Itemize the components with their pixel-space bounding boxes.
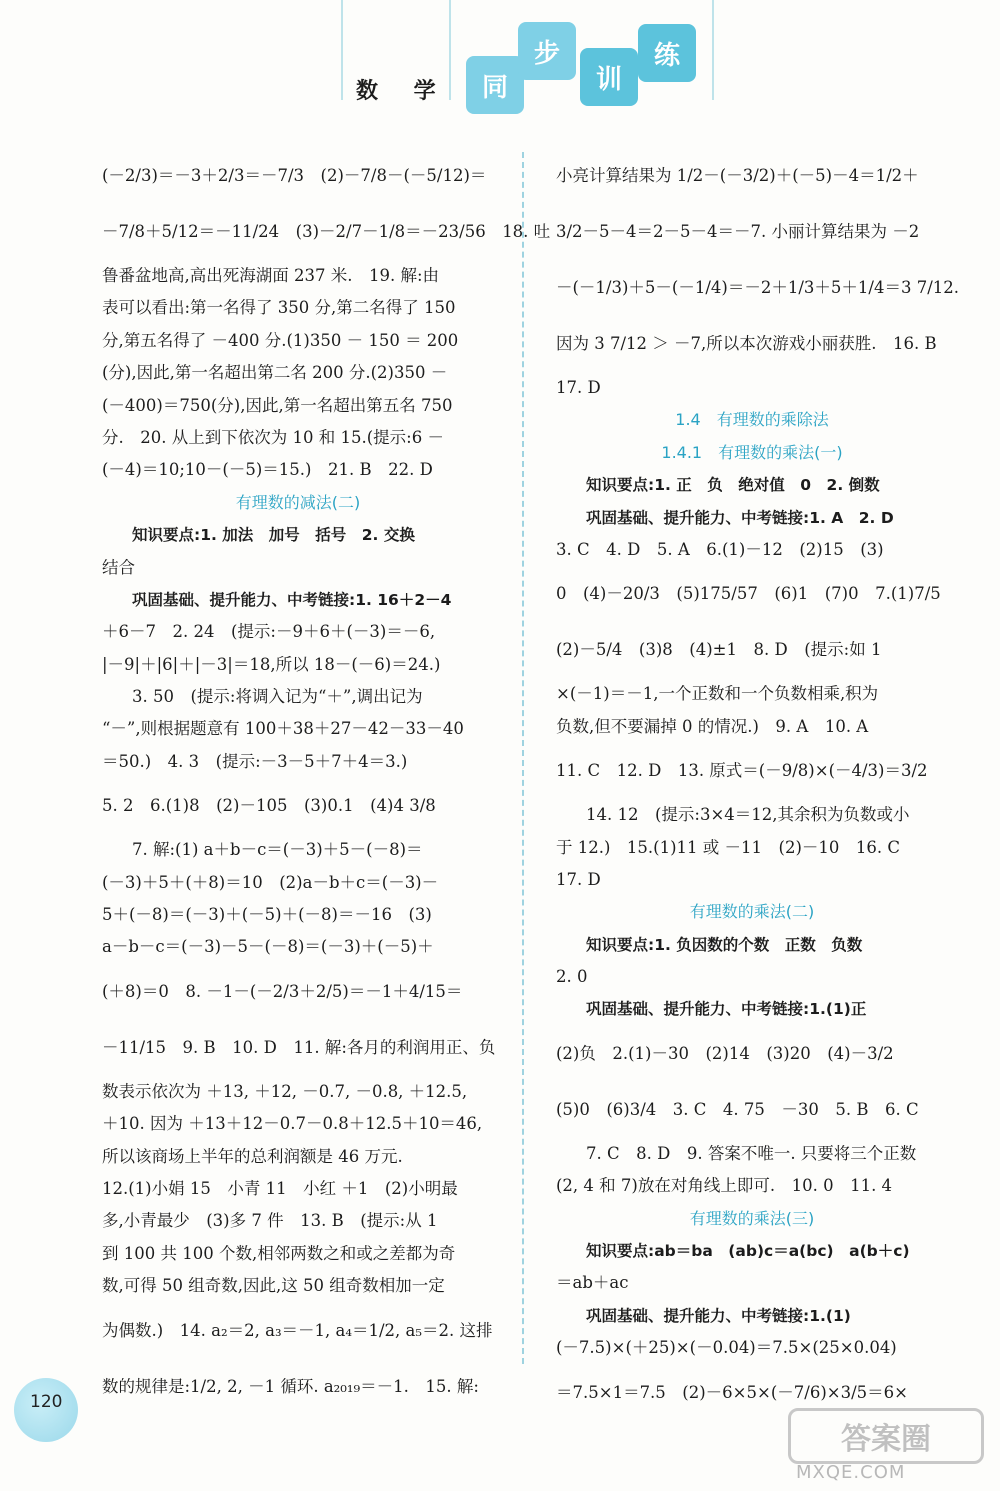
text-line: 11. C 12. D 13. 原式＝(－9/8)×(－4/3)＝3/2 [556, 761, 928, 781]
text-line: |－9|＋|6|＋|－3|＝18,所以 18－(－6)＝24.) [102, 654, 441, 674]
text-line: 17. D [556, 378, 601, 397]
text-line: 巩固基础、提升能力、中考链接:1. A 2. D [586, 508, 894, 527]
text-line: 17. D [556, 869, 601, 889]
text-line: 所以该商场上半年的总利润额是 46 万元. [102, 1146, 403, 1166]
text-line: 表可以看出:第一名得了 350 分,第二名得了 150 [102, 298, 456, 318]
text-line: 5＋(－8)＝(－3)＋(－5)＋(－8)＝－16 (3) [102, 905, 432, 925]
header-line [712, 0, 714, 100]
text-line: 知识要点:ab＝ba (ab)c＝a(bc) a(b＋c) [586, 1242, 910, 1261]
header-badge: 步 [518, 22, 576, 80]
text-line: 结合 [102, 557, 135, 577]
text-line: 3. C 4. D 5. A 6.(1)－12 (2)15 (3) [556, 539, 884, 559]
text-line: 数的规律是:1/2, 2, －1 循环. a₂₀₁₉＝－1. 15. 解: [102, 1376, 479, 1396]
text-line: 数,可得 50 组奇数,因此,这 50 组奇数相加一定 [102, 1276, 445, 1296]
text-line: (2)－5/4 (3)8 (4)±1 8. D (提示:如 1 [556, 640, 882, 660]
text-line: (－2/3)＝－3＋2/3＝－7/3 (2)－7/8－(－5/12)＝ [102, 166, 487, 185]
text-line: 巩固基础、提升能力、中考链接:1.(1)正 [586, 1000, 867, 1019]
text-line: 7. 解:(1) a＋b－c＝(－3)＋5－(－8)＝ [132, 840, 423, 860]
text-line: 巩固基础、提升能力、中考链接:1.(1) [586, 1306, 851, 1325]
text-line: 到 100 共 100 个数,相邻两数之和或之差都为奇 [102, 1243, 456, 1263]
text-line: 12.(1)小娟 15 小青 11 小红 ＋1 (2)小明最 [102, 1178, 458, 1198]
text-line: (2, 4 和 7)放在对角线上即可. 10. 0 11. 4 [556, 1176, 893, 1196]
text-line: a－b－c＝(－3)－5－(－8)＝(－3)＋(－5)＋ [102, 937, 434, 957]
text-line: (分),因此,第一名超出第二名 200 分.(2)350 － [102, 363, 448, 383]
text-line: －11/15 9. B 10. D 11. 解:各月的利润用正、负 [102, 1037, 496, 1057]
text-line: 鲁番盆地高,高出死海湖面 237 米. 19. 解:由 [102, 266, 440, 285]
header-line [341, 0, 343, 100]
section-heading: 有理数的乘法(三) [689, 1208, 815, 1228]
text-line: ＝ab＋ac [556, 1273, 629, 1293]
text-line: ×(－1)＝－1,一个正数和一个负数相乘,积为 [556, 684, 879, 704]
text-line: 3/2－5－4＝2－5－4＝－7. 小丽计算结果为 －2 [556, 222, 920, 241]
text-line: 7. C 8. D 9. 答案不唯一. 只要将三个正数 [586, 1143, 917, 1163]
text-line: “－”,则根据题意有 100＋38＋27－42－33－40 [102, 719, 464, 739]
right-column [556, 148, 960, 1421]
text-line: 知识要点:1. 加法 加号 括号 2. 交换 [132, 526, 415, 545]
text-line: 多,小青最少 (3)多 7 件 13. B (提示:从 1 [102, 1211, 438, 1231]
watermark-logo: 答案圈 [788, 1408, 984, 1464]
text-line: ＋6－7 2. 24 (提示:－9＋6＋(－3)＝－6, [102, 622, 436, 642]
header-badge: 练 [638, 24, 696, 82]
header-badge: 训 [580, 48, 638, 106]
text-line: ＝50.) 4. 3 (提示:－3－5＋7＋4＝3.) [102, 751, 408, 771]
text-line: 知识要点:1. 负因数的个数 正数 负数 [586, 935, 863, 954]
watermark-url: MXQE.COM [796, 1462, 906, 1483]
text-line: 巩固基础、提升能力、中考链接:1. 16＋2－4 [132, 590, 452, 609]
text-line: (－4)＝10;10－(－5)＝15.) 21. B 22. D [102, 460, 433, 480]
left-column [102, 148, 551, 1415]
text-line: (－3)＋5＋(＋8)＝10 (2)a－b＋c＝(－3)－ [102, 872, 439, 892]
text-line: －7/8＋5/12＝－11/24 (3)－2/7－1/8＝－23/56 18. 吐 [102, 222, 551, 241]
text-line: 5. 2 6.(1)8 (2)－105 (3)0.1 (4)4 3/8 [102, 796, 436, 816]
section-heading: 1.4 有理数的乘除法 [675, 410, 829, 430]
header-badge: 同 [466, 56, 524, 114]
subject-title: 数 学 [356, 79, 450, 104]
text-line: 分. 20. 从上到下依次为 10 和 15.(提示:6 － [102, 427, 444, 447]
text-line: 14. 12 (提示:3×4＝12,其余积为负数或小 [586, 805, 910, 825]
text-line: (－7.5)×(＋25)×(－0.04)＝7.5×(25×0.04) [556, 1338, 897, 1358]
text-line: ＋10. 因为 ＋13＋12－0.7－0.8＋12.5＋10＝46, [102, 1114, 483, 1134]
text-line: 于 12.) 15.(1)11 或 －11 (2)－10 16. C [556, 837, 900, 857]
text-line: －(－1/3)＋5－(－1/4)＝－2＋1/3＋5＋1/4＝3 7/12. [556, 278, 960, 297]
column-divider [522, 152, 524, 1364]
text-line: 负数,但不要漏掉 0 的情况.) 9. A 10. A [556, 716, 869, 736]
text-line: ＝7.5×1＝7.5 (2)－6×5×(－7/6)×3/5＝6× [556, 1382, 908, 1402]
section-heading: 有理数的减法(二) [235, 492, 361, 512]
text-line: 为偶数.) 14. a₂＝2, a₃＝－1, a₄＝1/2, a₅＝2. 这排 [102, 1320, 493, 1340]
text-line: 分,第五名得了 －400 分.(1)350 － 150 ＝ 200 [102, 330, 459, 350]
section-heading: 有理数的乘法(二) [689, 902, 815, 922]
text-line: (＋8)＝0 8. －1－(－2/3＋2/5)＝－1＋4/15＝ [102, 981, 463, 1001]
text-line: (2)负 2.(1)－30 (2)14 (3)20 (4)－3/2 [556, 1043, 894, 1063]
page-number: 120 [30, 1392, 63, 1412]
text-line: 知识要点:1. 正 负 绝对值 0 2. 倒数 [586, 476, 880, 495]
page-header [0, 0, 1000, 140]
text-line: (－400)＝750(分),因此,第一名超出第五名 750 [102, 395, 453, 415]
section-heading: 1.4.1 有理数的乘法(一) [661, 442, 843, 462]
text-line: 小亮计算结果为 1/2－(－3/2)＋(－5)－4＝1/2＋ [556, 166, 919, 185]
text-line: 因为 3 7/12 ＞ －7,所以本次游戏小丽获胜. 16. B [556, 334, 937, 353]
text-line: 3. 50 (提示:将调入记为“＋”,调出记为 [132, 687, 423, 707]
text-line: 2. 0 [556, 967, 588, 987]
text-line: 数表示依次为 ＋13, ＋12, －0.7, －0.8, ＋12.5, [102, 1081, 468, 1101]
text-line: 0 (4)－20/3 (5)175/57 (6)1 (7)0 7.(1)7/5 [556, 584, 941, 604]
text-line: (5)0 (6)3/4 3. C 4. 75 －30 5. B 6. C [556, 1099, 919, 1119]
